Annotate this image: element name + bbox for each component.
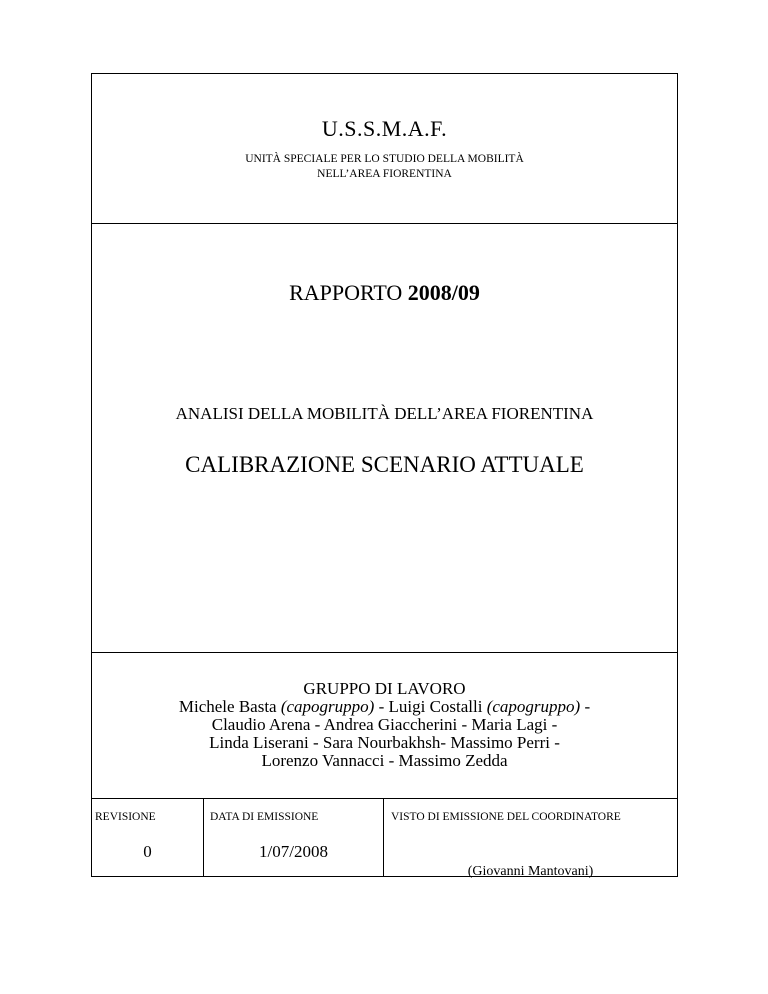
team-line-2: Claudio Arena - Andrea Giaccherini - Maria Lagi - (211, 715, 558, 734)
revision-cell (92, 799, 204, 876)
date-label: DATA DI EMISSIONE (210, 811, 319, 823)
member-role: (capogruppo) (486, 697, 581, 716)
main-title: CALIBRAZIONE SCENARIO ATTUALE (185, 452, 584, 477)
team-heading: GRUPPO DI LAVORO (303, 679, 466, 698)
date-value: 1/07/2008 (259, 842, 328, 861)
member-name: - Luigi Costalli (374, 697, 487, 716)
date-cell (204, 799, 384, 876)
member-name: Michele Basta (178, 697, 281, 716)
analysis-title: ANALISI DELLA MOBILITÀ DELL’AREA FIORENTINA (175, 404, 594, 423)
report-number: 2008/09 (407, 280, 480, 305)
org-name-line1: UNITÀ SPECIALE PER LO STUDIO DELLA MOBILITÀ (245, 153, 524, 165)
team-section (92, 653, 677, 799)
org-acronym: U.S.S.M.A.F. (321, 116, 448, 141)
organization-section (92, 74, 677, 224)
revision-table (92, 799, 677, 879)
approval-cell (384, 799, 677, 879)
team-members (92, 698, 677, 770)
report-section (92, 224, 677, 653)
revision-section (92, 799, 677, 879)
approval-label: VISTO DI EMISSIONE DEL COORDINATORE (391, 811, 621, 823)
org-full-name (92, 152, 677, 182)
team-line-3: Linda Liserani - Sara Nourbakhsh- Massimo Perri - (209, 733, 560, 752)
report-label: RAPPORTO (289, 280, 408, 305)
revision-value: 0 (143, 842, 152, 861)
member-role: (capogruppo) (280, 697, 375, 716)
team-line-4: Lorenzo Vannacci - Massimo Zedda (261, 751, 508, 770)
report-heading (92, 280, 677, 306)
team-line-1 (92, 698, 677, 716)
separator: - (580, 697, 591, 716)
revision-label: REVISIONE (95, 811, 156, 823)
approver-name: (Giovanni Mantovani) (467, 864, 594, 879)
org-name-line2: NELL’AREA FIORENTINA (317, 168, 452, 180)
cover-frame (91, 73, 678, 877)
